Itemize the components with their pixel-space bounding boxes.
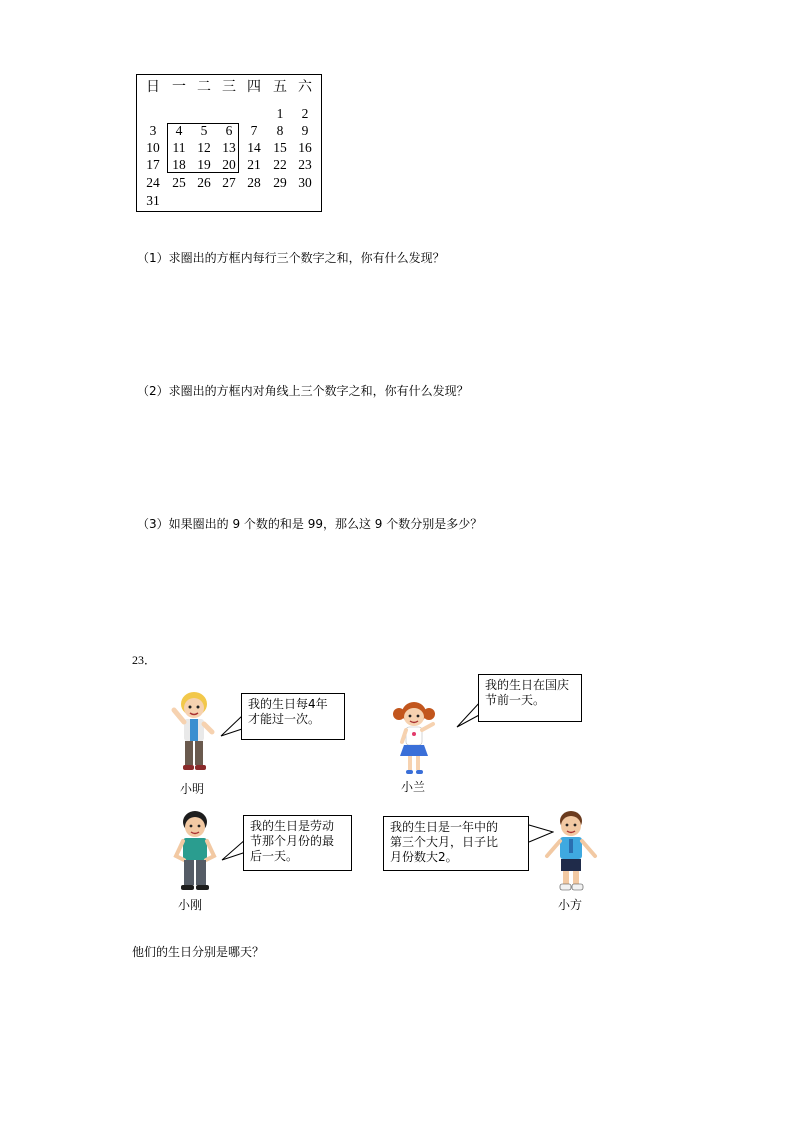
question-2: （2）求圈出的方框内对角线上三个数字之和，你有什么发现？	[137, 384, 469, 398]
calendar-day: 3	[149, 123, 157, 138]
speech-line: 我的生日在国庆	[485, 678, 570, 692]
calendar-day: 10	[146, 140, 160, 155]
speech-bubble-xiaofang	[383, 816, 529, 871]
question-1: （1）求圈出的方框内每行三个数字之和，你有什么发现？	[137, 251, 445, 265]
calendar-day: 27	[222, 175, 236, 190]
calendar-day: 12	[197, 140, 211, 155]
calendar-weekday: 四	[247, 80, 261, 95]
name-xiaogang: 小刚	[178, 898, 203, 912]
calendar-day: 24	[146, 175, 160, 190]
speech-line: 节那个月份的最	[250, 834, 335, 848]
boy-xiaoming-illustration	[170, 688, 218, 776]
calendar-day: 19	[197, 157, 211, 172]
calendar-day: 25	[172, 175, 186, 190]
calendar-day: 13	[222, 140, 236, 155]
calendar-weekday: 一	[172, 80, 186, 95]
final-question: 他们的生日分别是哪天？	[132, 945, 265, 959]
calendar-day: 8	[276, 123, 284, 138]
calendar-day: 21	[247, 157, 261, 172]
speech-line: 节前一天。	[485, 693, 546, 707]
calendar-day: 18	[172, 157, 186, 172]
speech-bubble-xiaogang	[243, 815, 352, 871]
calendar-day: 11	[172, 140, 186, 155]
calendar-day: 31	[146, 193, 160, 208]
calendar-day: 17	[146, 157, 160, 172]
speech-line: 我的生日每4年	[248, 697, 328, 711]
calendar-day: 6	[225, 123, 233, 138]
speech-line: 我的生日是一年中的	[390, 820, 499, 834]
calendar-day: 5	[200, 123, 208, 138]
calendar-weekday: 六	[298, 80, 312, 95]
speech-bubble-xiaolan	[478, 674, 582, 722]
calendar-day: 7	[250, 123, 258, 138]
boy-xiaofang-illustration	[543, 808, 599, 894]
calendar-day: 9	[301, 123, 309, 138]
calendar-day: 23	[298, 157, 312, 172]
calendar-weekday: 五	[273, 80, 287, 95]
calendar-day: 22	[273, 157, 287, 172]
name-xiaolan: 小兰	[401, 780, 426, 794]
calendar-day: 15	[273, 140, 287, 155]
calendar-day: 26	[197, 175, 211, 190]
boy-xiaogang-illustration	[170, 808, 220, 894]
calendar-weekday: 三	[222, 80, 236, 95]
calendar-day: 1	[276, 106, 284, 121]
calendar-weekday: 二	[197, 80, 211, 95]
calendar-day: 4	[175, 123, 183, 138]
girl-xiaolan-illustration	[391, 698, 437, 776]
calendar-day: 29	[273, 175, 287, 190]
calendar-day: 30	[298, 175, 312, 190]
calendar-day: 2	[301, 106, 309, 121]
speech-line: 后一天。	[250, 849, 299, 863]
speech-line: 我的生日是劳动	[250, 819, 335, 833]
calendar-day: 16	[298, 140, 312, 155]
speech-line: 才能过一次。	[248, 712, 321, 726]
calendar-day: 20	[222, 157, 236, 172]
calendar-weekday: 日	[146, 80, 160, 95]
calendar-day: 14	[247, 140, 261, 155]
speech-line: 月份数大2。	[390, 850, 458, 864]
problem-number: 23．	[132, 653, 157, 667]
speech-bubble-xiaoming	[241, 693, 345, 740]
name-xiaoming: 小明	[180, 782, 205, 796]
calendar-day: 28	[247, 175, 261, 190]
name-xiaofang: 小方	[558, 898, 583, 912]
speech-line: 第三个大月，日子比	[390, 835, 499, 849]
question-3: （3）如果圈出的 9 个数的和是 99，那么这 9 个数分别是多少？	[137, 517, 483, 531]
